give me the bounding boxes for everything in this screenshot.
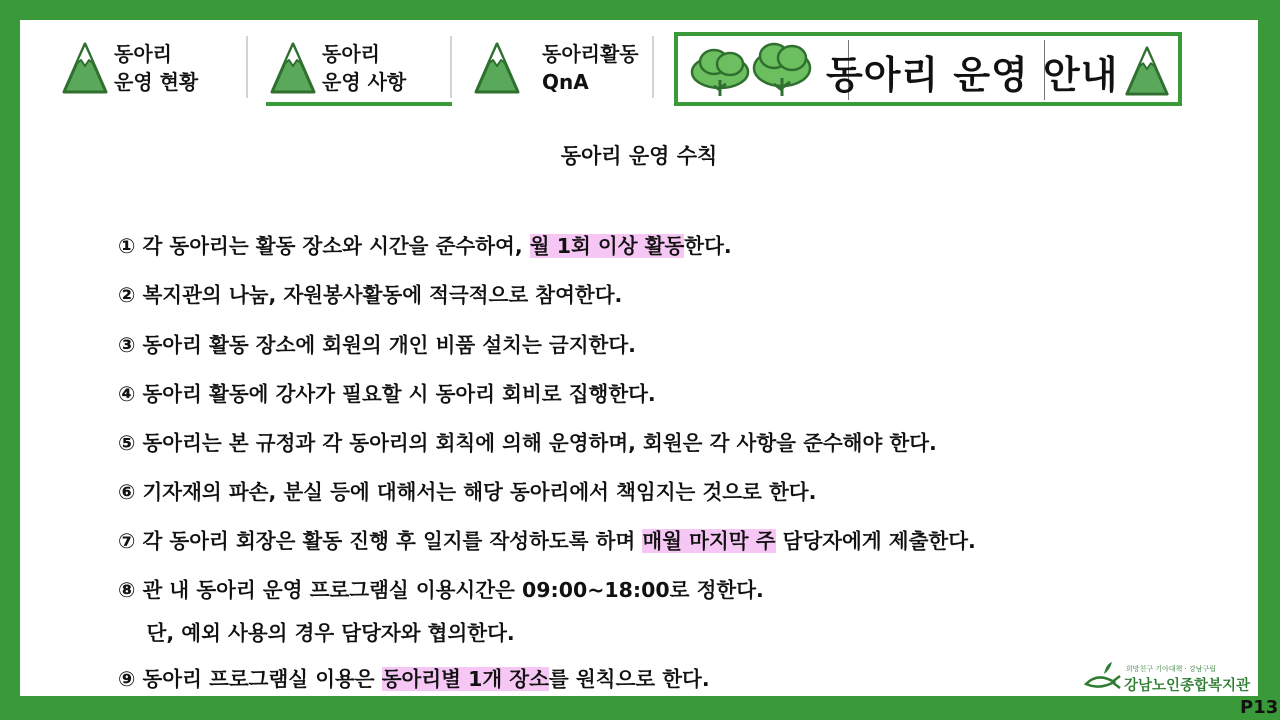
rule-item (118, 231, 732, 261)
tab-divider (652, 36, 654, 98)
rule-item (118, 664, 710, 694)
rule-highlight: 월 1회 이상 활동 (529, 234, 685, 258)
trees-icon (688, 42, 816, 98)
rule-text: ⑤ 동아리는 본 규정과 각 동아리의 회칙에 의해 운영하며, 회원은 각 사항을 준수해야 한다. (118, 431, 937, 455)
rule-text: ④ 동아리 활동에 강사가 필요할 시 동아리 회비로 집행한다. (118, 382, 656, 406)
tab-divider (450, 36, 452, 98)
rule-text: ⑧ 관 내 동아리 운영 프로그램실 이용시간은 09:00~18:00로 정한다. (118, 578, 764, 602)
rule-item (118, 618, 515, 648)
mountain-icon (1124, 46, 1170, 96)
page-number: P13 (1240, 697, 1279, 718)
rule-text: ⑦ 각 동아리 회장은 활동 진행 후 일지를 작성하도록 하며 (118, 529, 643, 553)
leaf-fish-icon (1082, 660, 1124, 694)
rule-text: ① 각 동아리는 활동 장소와 시간을 준수하여, (118, 234, 530, 258)
rule-text: 를 원칙으로 한다. (548, 667, 710, 691)
tab-label: 동아리 운영 현황 (114, 42, 199, 94)
logo-name: 강남노인종합복지관 (1124, 678, 1251, 694)
tab-label: 동아리 운영 사항 (322, 42, 407, 94)
rule-text: ③ 동아리 활동 장소에 회원의 개인 비품 설치는 금지한다. (118, 333, 636, 357)
tab-club-operation[interactable] (270, 38, 460, 110)
tab-label: 동아리활동 QnA (542, 42, 639, 94)
slide-frame (20, 20, 1258, 696)
rule-text: 담당자에게 제출한다. (775, 529, 976, 553)
page-title: 동아리 운영 안내 (826, 53, 1119, 97)
active-tab-indicator (266, 102, 452, 106)
rule-highlight: 동아리별 1개 장소 (381, 667, 549, 691)
rule-text: 한다. (684, 234, 732, 258)
rule-item (118, 280, 622, 310)
rule-text: ② 복지관의 나눔, 자원봉사활동에 적극적으로 참여한다. (118, 283, 623, 307)
mountain-icon (270, 42, 316, 94)
mountain-icon (474, 42, 520, 94)
logo-tagline: 희망친구 기아대책 · 강남구립 (1126, 665, 1217, 673)
rule-text: 단, 예외 사용의 경우 담당자와 협의한다. (118, 621, 515, 645)
tab-club-status[interactable] (62, 38, 252, 110)
tab-divider (246, 36, 248, 98)
section-title: 동아리 운영 수칙 (560, 144, 718, 168)
organization-logo (1082, 660, 1251, 694)
rule-item (118, 526, 976, 556)
rule-item (118, 575, 764, 605)
rule-item (118, 428, 937, 458)
rule-item (118, 330, 636, 360)
page-title-box (674, 32, 1182, 106)
rule-item (118, 379, 656, 409)
rule-text: ⑥ 기자재의 파손, 분실 등에 대해서는 해당 동아리에서 책임지는 것으로 한다. (118, 480, 817, 504)
mountain-icon (62, 42, 108, 94)
rule-highlight: 매월 마지막 주 (642, 529, 776, 553)
rule-item (118, 477, 816, 507)
rule-text: ⑨ 동아리 프로그램실 이용은 (118, 667, 382, 691)
tab-club-qna[interactable] (474, 38, 654, 110)
